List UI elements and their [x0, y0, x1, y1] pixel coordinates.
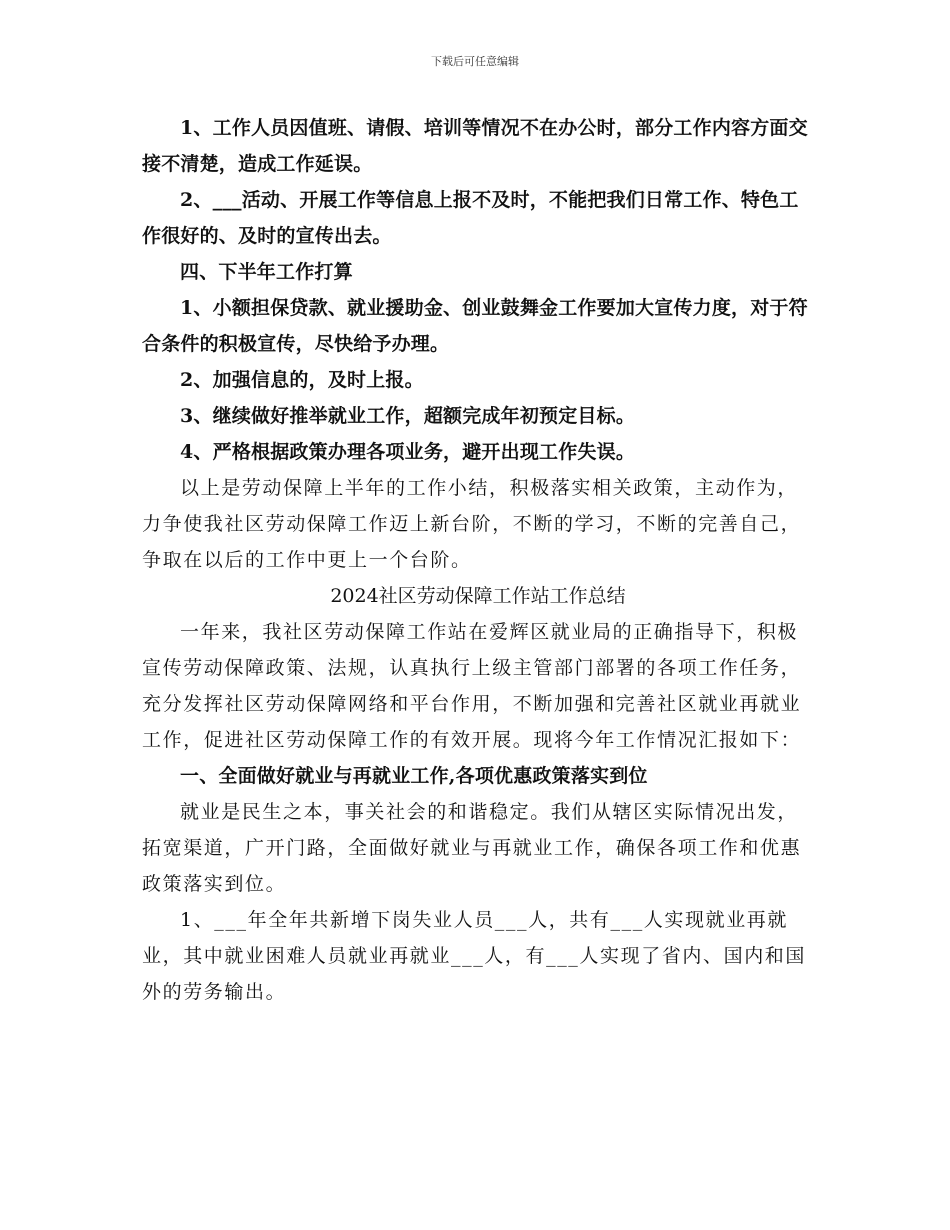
paragraph-issue-2: 2、___活动、开展工作等信息上报不及时，不能把我们日常工作、特色工作很好的、及时的宣传出去。 [142, 189, 799, 247]
section-heading-employment: 一、全面做好就业与再就业工作,各项优惠政策落实到位 [180, 765, 648, 787]
paragraph-employment: 就业是民生之本，事关社会的和谐稳定。我们从辖区实际情况出发，拓宽渠道，广开门路，全面做好就业与再就业工作，确保各项工作和优惠政策落实到位。 [142, 801, 802, 895]
document-body [142, 110, 814, 1010]
paragraph-intro: 一年来，我社区劳动保障工作站在爱辉区就业局的正确指导下，积极宣传劳动保障政策、法规，认真执行上级主管部门部署的各项工作任务，充分发挥社区劳动保障网络和平台作用，不断加强和完善社区就业再就业工作，促进社区劳动保障工作的有效开展。现将今年工作情况汇报如下： [142, 621, 802, 751]
document-title: 2024社区劳动保障工作站工作总结 [330, 585, 626, 607]
paragraph-issue-1: 1、工作人员因值班、请假、培训等情况不在办公时，部分工作内容方面交接不清楚，造成工作延误。 [142, 117, 808, 175]
paragraph-plan-3: 3、继续做好推举就业工作，超额完成年初预定目标。 [180, 405, 636, 427]
paragraph-summary: 以上是劳动保障上半年的工作小结，积极落实相关政策，主动作为，力争使我社区劳动保障工作迈上新台阶，不断的学习，不断的完善自己，争取在以后的工作中更上一个台阶。 [142, 477, 802, 571]
section-heading-plan: 四、下半年工作打算 [180, 261, 353, 283]
page-header-note: 下载后可任意编辑 [431, 55, 519, 68]
paragraph-plan-2: 2、加强信息的，及时上报。 [180, 369, 424, 391]
paragraph-employment-stats: 1、___年全年共新增下岗失业人员___人，共有___人实现就业再就业，其中就业困难人员就业再就业___人，有___人实现了省内、国内和国外的劳务输出。 [142, 909, 807, 1003]
paragraph-plan-1: 1、小额担保贷款、就业援助金、创业鼓舞金工作要加大宣传力度，对于符合条件的积极宣传，尽快给予办理。 [142, 297, 808, 355]
paragraph-plan-4: 4、严格根据政策办理各项业务，避开出现工作失误。 [180, 441, 636, 463]
